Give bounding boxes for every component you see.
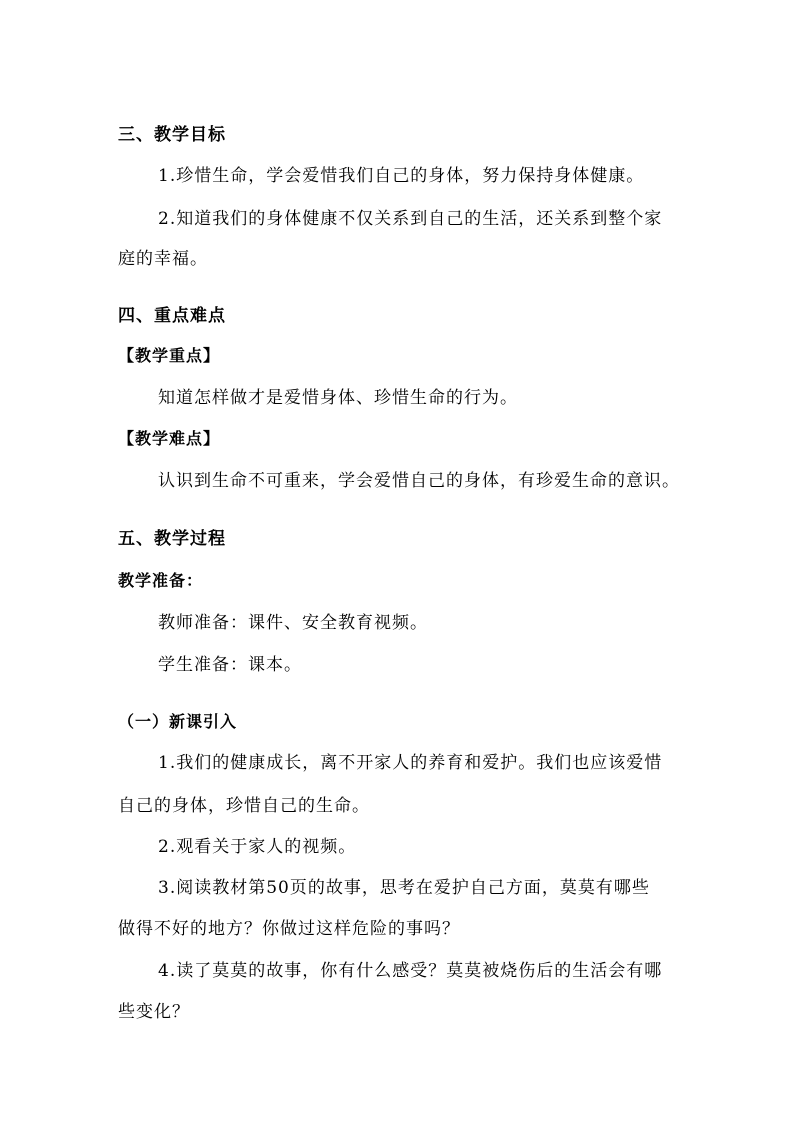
intro-step-3-line-1: 3.阅读教材第50页的故事，思考在爱护自己方面，莫莫有哪些: [158, 878, 650, 898]
student-prep: 学生准备：课本。: [158, 655, 302, 675]
teacher-prep: 教师准备：课件、安全教育视频。: [158, 613, 428, 633]
intro-step-1-line-2: 自己的身体，珍惜自己的生命。: [118, 796, 370, 816]
intro-step-4-line-2: 些变化？: [118, 1002, 190, 1022]
difficulty-text: 认识到生命不可重来，学会爱惜自己的身体，有珍爱生命的意识。: [158, 471, 680, 491]
intro-step-3-line-2: 做得不好的地方？你做过这样危险的事吗？: [118, 919, 460, 939]
goal-item-2-line-2: 庭的幸福。: [118, 249, 208, 269]
intro-step-1-line-1: 1.我们的健康成长，离不开家人的养育和爱护。我们也应该爱惜: [158, 753, 663, 773]
section-heading-process: 五、教学过程: [118, 529, 226, 549]
goal-item-2-line-1: 2.知道我们的身体健康不仅关系到自己的生活，还关系到整个家: [158, 209, 663, 229]
section-heading-key-points: 四、重点难点: [118, 306, 226, 326]
prep-label: 教学准备：: [118, 571, 204, 590]
intro-heading: （一）新课引入: [118, 712, 238, 731]
section-heading-goals: 三、教学目标: [118, 125, 226, 145]
goal-item-1: 1.珍惜生命，学会爱惜我们自己的身体，努力保持身体健康。: [158, 166, 645, 186]
intro-step-2: 2.观看关于家人的视频。: [158, 837, 357, 857]
focus-label: 【教学重点】: [118, 346, 221, 365]
focus-text: 知道怎样做才是爱惜身体、珍惜生命的行为。: [158, 388, 518, 408]
intro-step-4-line-1: 4.读了莫莫的故事，你有什么感受？莫莫被烧伤后的生活会有哪: [158, 961, 663, 981]
difficulty-label: 【教学难点】: [118, 429, 221, 448]
